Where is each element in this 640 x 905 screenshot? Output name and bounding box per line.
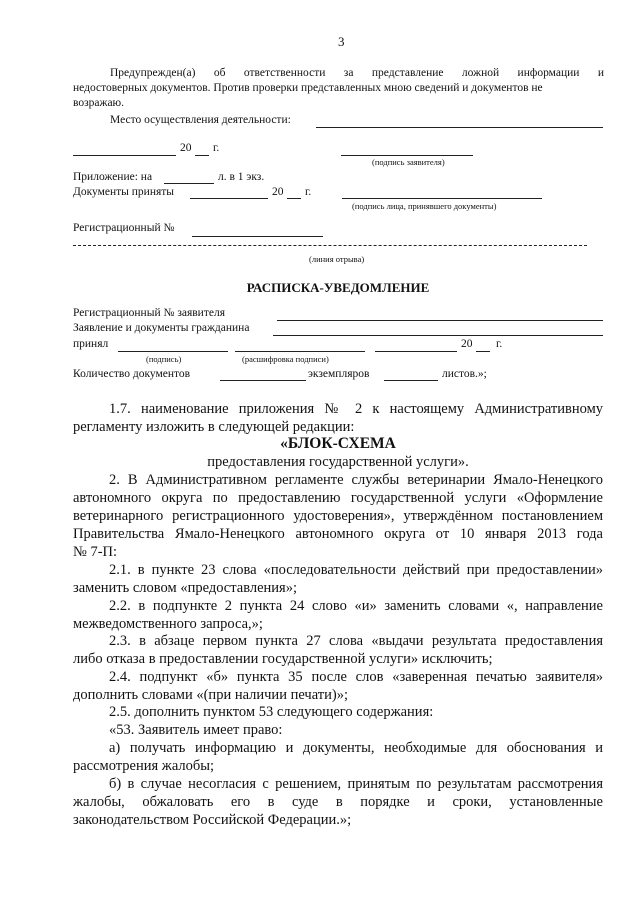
para-b-line-3: законодательством Российской Федерации.»; — [73, 812, 352, 828]
docs-accepted-year: 20 — [272, 186, 284, 198]
receipt-copies-label: экземпляров — [308, 368, 370, 380]
para-2-3-line-2: либо отказа в предоставлении государственной услуги» исключить; — [73, 651, 493, 667]
appendix-label: Приложение: на — [73, 171, 153, 183]
block-scheme-title: «БЛОК-СХЕМА — [280, 435, 396, 452]
para-2-1-line-1: 2.1. в пункте 23 слова «последовательности действий при предоставлении» — [109, 562, 603, 578]
date-year-field — [195, 155, 209, 156]
reg-number-field — [192, 236, 323, 237]
receipt-year-field — [476, 351, 490, 352]
warning-line-3: возражаю. — [73, 97, 125, 109]
receipt-count-field — [220, 380, 306, 381]
para-2-2-line-1: 2.2. в подпункте 2 пункта 24 слово «и» заменить словами «, направление — [109, 598, 603, 614]
appendix-sheets-field — [164, 183, 214, 184]
para-b-line-2: жалобы, обжаловать его в суде в порядке и сроки, установленные — [73, 794, 603, 810]
receipt-accepted-year: 20 — [461, 338, 473, 350]
receipt-accepted-suffix: г. — [496, 338, 503, 350]
receipt-signature-field — [118, 351, 228, 352]
receipt-reg-field — [277, 320, 603, 321]
acceptor-signature-field — [342, 198, 542, 199]
para-2-line-5: № 7-П: — [73, 544, 118, 560]
para-2-4-line-1: 2.4. подпункт «б» пункта 35 после слов «заверенная печатью заявителя» — [109, 669, 603, 685]
docs-accepted-date-field — [190, 198, 268, 199]
appendix-suffix: л. в 1 экз. — [218, 171, 265, 183]
receipt-date-field — [375, 351, 457, 352]
warning-line-2: недостоверных документов. Против проверки представленных мною сведений и документов не — [73, 82, 543, 94]
para-2-2-line-2: межведомственного запроса,»; — [73, 616, 263, 632]
docs-accepted-suffix: г. — [305, 186, 312, 198]
receipt-title: РАСПИСКА-УВЕДОМЛЕНИЕ — [246, 280, 430, 295]
para-2-4-line-2: дополнить словами «(при наличии печати)»; — [73, 687, 348, 703]
para-1-7-line-2: регламенту изложить в следующей редакции: — [73, 419, 355, 435]
reg-number-label: Регистрационный № — [73, 222, 175, 234]
receipt-sheets-field — [384, 380, 438, 381]
page-number: 3 — [338, 34, 345, 49]
date-year: 20 — [180, 142, 192, 154]
docs-accepted-year-field — [287, 198, 301, 199]
receipt-decode-caption: (расшифровка подписи) — [242, 354, 329, 364]
para-b-line-1: б) в случае несогласия с решением, принятым по результатам рассмотрения — [109, 776, 603, 792]
tear-line-caption: (линия отрыва) — [309, 254, 365, 264]
para-2-1-line-2: заменить словом «предоставления»; — [73, 580, 297, 596]
para-2-3-line-1: 2.3. в абзаце первом пункта 27 слова «выдачи результата предоставления — [109, 633, 603, 649]
receipt-count-label: Количество документов — [73, 368, 191, 380]
receipt-statement-field — [273, 335, 603, 336]
para-2-line-2: автономного округа по предоставлению государственной услуги «Оформление — [73, 490, 603, 506]
para-2-line-3: ветеринарного регистрационного удостоверения», утверждённом постановлением — [73, 508, 603, 524]
para-1-7-line-1: 1.7. наименование приложения № 2 к настоящему Административному — [109, 401, 603, 417]
para-a-line-2: рассмотрения жалобы; — [73, 758, 215, 774]
block-scheme-subtitle: предоставления государственной услуги». — [207, 454, 469, 470]
applicant-signature-field — [341, 155, 473, 156]
receipt-statement-label: Заявление и документы гражданина — [73, 322, 250, 334]
receipt-accepted-label: принял — [73, 338, 109, 350]
para-2-5: 2.5. дополнить пунктом 53 следующего содержания: — [109, 704, 434, 720]
para-2-line-4: Правительства Ямало-Ненецкого автономного округа от 10 января 2013 года — [73, 526, 603, 542]
receipt-signature-caption: (подпись) — [146, 354, 182, 364]
para-2-line-1: 2. В Административном регламенте службы ветеринарии Ямало-Ненецкого — [109, 472, 603, 488]
tear-line — [73, 245, 587, 246]
receipt-decode-field — [235, 351, 365, 352]
acceptor-signature-caption: (подпись лица, принявшего документы) — [352, 201, 497, 211]
para-53: «53. Заявитель имеет право: — [109, 722, 283, 738]
applicant-signature-caption: (подпись заявителя) — [372, 157, 445, 167]
docs-accepted-label: Документы приняты — [73, 186, 175, 198]
place-field — [316, 127, 603, 128]
place-label: Место осуществления деятельности: — [110, 114, 291, 126]
para-a-line-1: а) получать информацию и документы, необходимые для обоснования и — [109, 740, 603, 756]
date-suffix: г. — [213, 142, 220, 154]
date-day-field — [73, 155, 176, 156]
receipt-reg-label: Регистрационный № заявителя — [73, 307, 225, 319]
receipt-sheets-label: листов.»; — [442, 368, 487, 380]
warning-line-1: Предупрежден(а) об ответственности за представление ложной информации и — [110, 67, 604, 79]
